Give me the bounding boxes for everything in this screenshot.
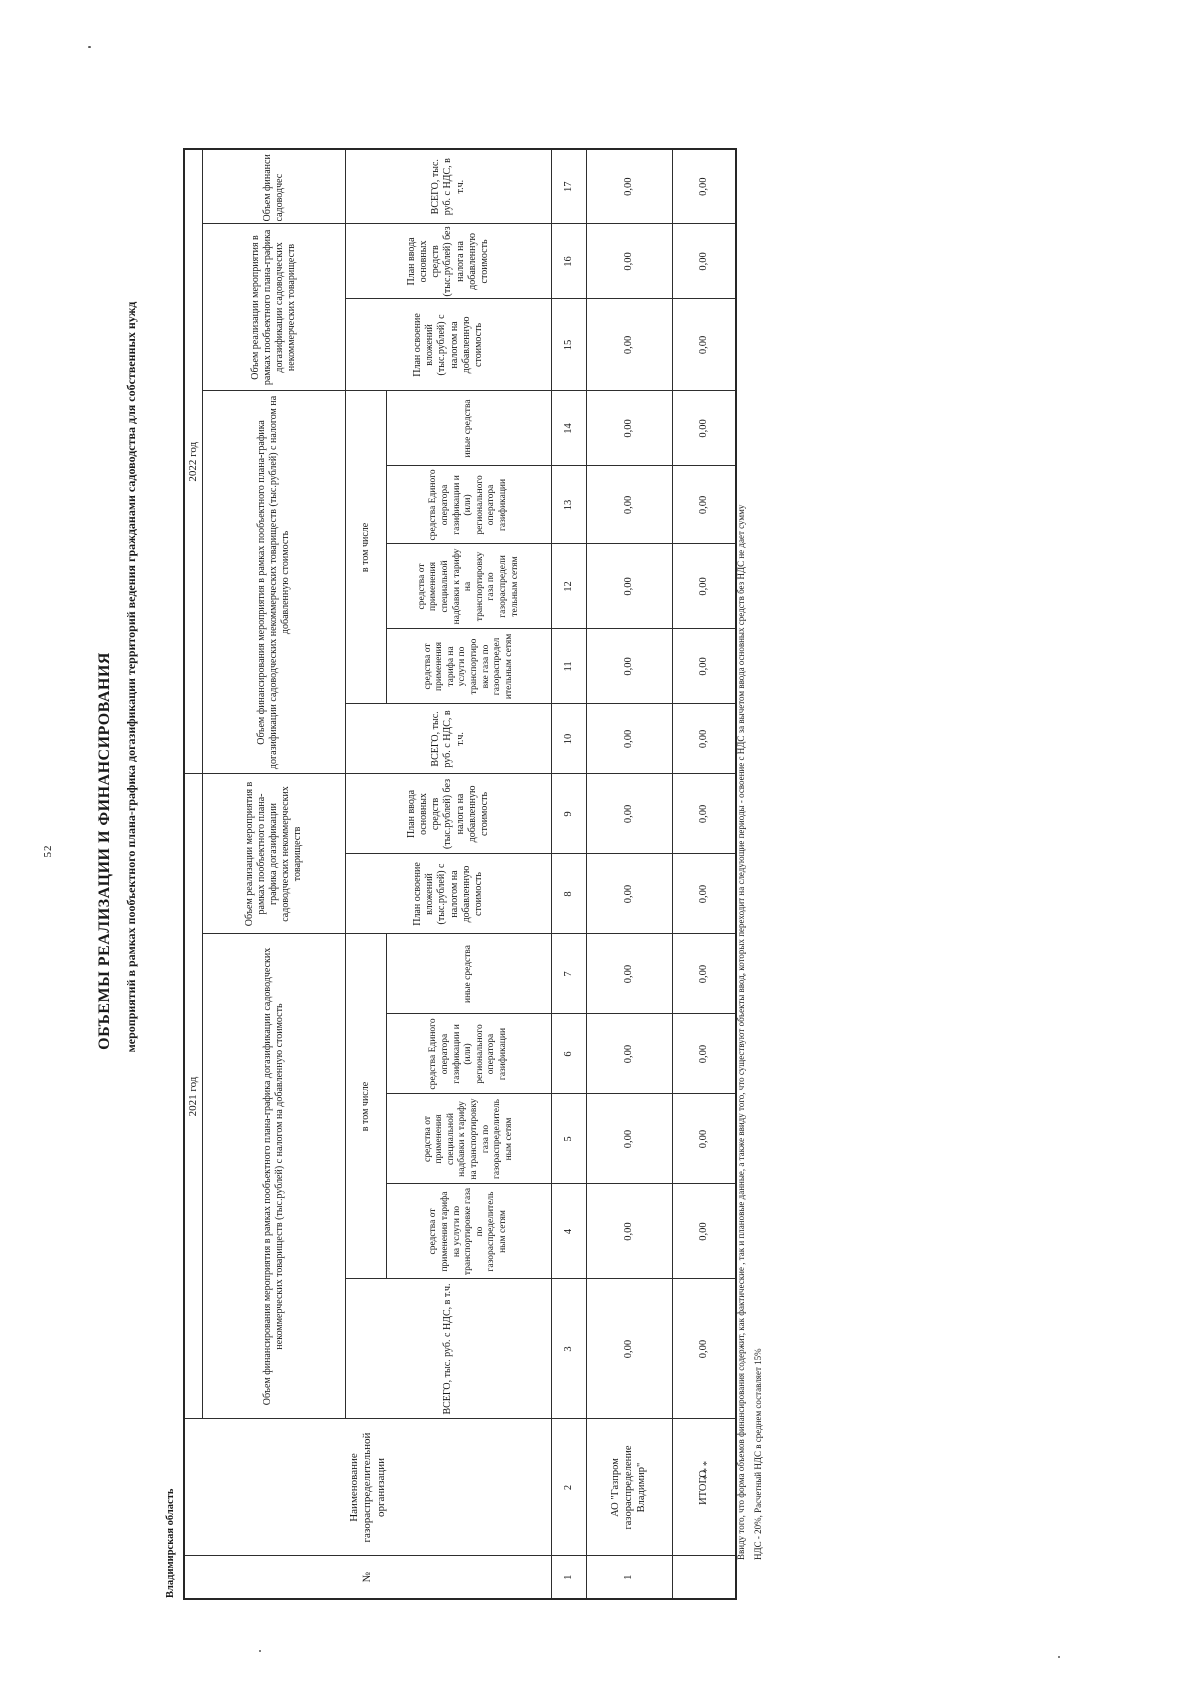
cut-off-header-line-2: садоводчес: [274, 173, 285, 222]
realization-2022-group-header: Объем реализации мероприятия в рамках пообъектного плана-графика догазификации садоводческих некоммерческих товариществ: [203, 224, 346, 391]
value-cell: 0,00: [587, 1184, 673, 1279]
col8-plan-osvoenie-header: План освоение вложений (тыс.рублей) с налогом на добавленную стоимость: [346, 854, 552, 934]
total-value-cell: 0,00: [673, 149, 737, 224]
cut-off-header-line-1: Объем финанси: [261, 154, 273, 222]
col11-tariff-header: средства от применения тарифа на услуги по транспортиро вке газа по газораспредел ительным сетям: [387, 629, 552, 704]
scan-speckle: [88, 46, 91, 48]
footnote-line-2: НДС - 20%, Расчетный НДС в среднем составляет 15%: [753, 1348, 763, 1560]
col-number: 6: [552, 1014, 587, 1094]
org-name-cell: АО "Газпром газораспределение Владимир": [587, 1419, 673, 1556]
financing-2022-group-header: Объем финансирования мероприятия в рамках пообъектного плана-графика догазификации садоводческих некоммерческих товариществ (тыс.рублей) с налогом на добавленную стоимость: [203, 391, 346, 774]
total-value-cell: 0,00: [673, 466, 737, 544]
total-value-cell: 0,00: [673, 1094, 737, 1184]
col12-surcharge-header: средства от применения специальной надбавки к тарифу на транспортировку газа по газораспредели тельным сетям: [387, 544, 552, 629]
org-name-column-header: Наименование газораспределительной организации: [184, 1419, 552, 1556]
col-number: 16: [552, 224, 587, 299]
cut-off-group-header: [203, 149, 346, 224]
column-number-row: [552, 149, 587, 1599]
total-value-cell: 0,00: [673, 934, 737, 1014]
value-cell: 0,00: [587, 391, 673, 466]
col-number: 2: [552, 1419, 587, 1556]
region-label: Владимирская область: [165, 1488, 176, 1598]
col15-plan-osvoenie-header: План освоение вложений (тыс.рублей) с налогом на добавленную стоимость: [346, 299, 552, 391]
col-number: 3: [552, 1279, 587, 1419]
value-cell: 0,00: [587, 934, 673, 1014]
col13-operator-header: средства Единого оператора газификации и (или) регионального оператора газификации: [387, 466, 552, 544]
page-number: 52: [42, 844, 54, 858]
col-number: 1: [552, 1556, 587, 1599]
total-value-cell: 0,00: [673, 774, 737, 854]
total-value-cell: 0,00: [673, 629, 737, 704]
total-row-number-cell: [673, 1556, 737, 1599]
value-cell: 0,00: [587, 854, 673, 934]
col-number: 9: [552, 774, 587, 854]
year-2021-header: 2021 год: [184, 774, 203, 1419]
col3-total-header: ВСЕГО, тыс. руб. с НДС, в т.ч.: [346, 1279, 552, 1419]
col4-tariff-header: средства от применения тарифа на услуги по транспортировке газа по газораспределитель ным сетям: [387, 1184, 552, 1279]
value-cell: 0,00: [587, 466, 673, 544]
value-cell: 0,00: [587, 224, 673, 299]
year-2022-header: 2022 год: [184, 149, 203, 774]
num-column-header: №: [184, 1556, 552, 1599]
total-value-cell: 0,00: [673, 854, 737, 934]
value-cell: 0,00: [587, 544, 673, 629]
value-cell: 0,00: [587, 629, 673, 704]
col16-plan-vvod-header: План ввода основных средств (тыс.рублей) без налога на добавленную стоимость: [346, 224, 552, 299]
col5-surcharge-header: средства от применения специальной надбавки к тарифу на транспортировку газа по газораспределитель ным сетям: [387, 1094, 552, 1184]
financing-2021-group-header: Объем финансирования мероприятия в рамках пообъектного плана-графика догазификации садоводческих некоммерческих товариществ (тыс.рублей) с налогом на добавленную стоимость: [203, 934, 346, 1419]
col7-other-funds-header: иные средства: [387, 934, 552, 1014]
total-value-cell: 0,00: [673, 1014, 737, 1094]
col-number: 14: [552, 391, 587, 466]
col17-total-header: ВСЕГО, тыс. руб. с НДС, в т.ч.: [346, 149, 552, 224]
col-number: 11: [552, 629, 587, 704]
col-number: 12: [552, 544, 587, 629]
col9-plan-vvod-header: План ввода основных средств (тыс.рублей) без налога на добавленную стоимость: [346, 774, 552, 854]
total-row: [673, 149, 737, 1599]
footnote-line-1: Ввиду того, что форма объемов финансирования содержит, как фактические , так и плановые данные, а также ввиду того, что существуют объекты ввод, которых переходит на следующие периоды - освоение с НДС за вычетом ввода основных средств без НДС не дает сумму: [736, 504, 746, 1560]
in-total-2022-header: в том числе: [346, 391, 387, 704]
col6-operator-header: средства Единого оператора газификации и (или) регионального оператора газификации: [387, 1014, 552, 1094]
value-cell: 0,00: [587, 299, 673, 391]
total-value-cell: 0,00: [673, 544, 737, 629]
col-number: 13: [552, 466, 587, 544]
total-value-cell: 0,00: [673, 224, 737, 299]
value-cell: 0,00: [587, 1279, 673, 1419]
in-total-2021-header: в том числе: [346, 934, 387, 1279]
total-value-cell: 0,00: [673, 299, 737, 391]
total-value-cell: 0,00: [673, 1184, 737, 1279]
value-cell: 0,00: [587, 704, 673, 774]
table-row: [587, 149, 673, 1599]
total-value-cell: 0,00: [673, 391, 737, 466]
col14-other-funds-header: иные средства: [387, 391, 552, 466]
total-value-cell: 0,00: [673, 1279, 737, 1419]
total-row-label: ИТОГО: [673, 1419, 737, 1556]
doc-subtitle: мероприятий в рамках пообъектного плана-графика догазификации территорий ведения гражданами садоводства для собственных нужд: [124, 301, 138, 1053]
group-header-row: [203, 149, 346, 1599]
col10-total-header: ВСЕГО, тыс. руб. с НДС, в т.ч.: [346, 704, 552, 774]
col-number: 8: [552, 854, 587, 934]
value-cell: 0,00: [587, 774, 673, 854]
scan-speckle: [1058, 1656, 1060, 1658]
col-number: 7: [552, 934, 587, 1014]
value-cell: 0,00: [587, 149, 673, 224]
col-number: 5: [552, 1094, 587, 1184]
doc-title: ОБЪЕМЫ РЕАЛИЗАЦИИ И ФИНАНСИРОВАНИЯ: [96, 652, 113, 1050]
value-cell: 0,00: [587, 1014, 673, 1094]
finance-table: [183, 148, 737, 1600]
col-number: 10: [552, 704, 587, 774]
year-header-row: [184, 149, 203, 1599]
value-cell: 0,00: [587, 1094, 673, 1184]
footnote-marker: ***: [702, 1459, 713, 1480]
in-total-row: [346, 149, 387, 1599]
row-number-cell: 1: [587, 1556, 673, 1599]
col-number: 4: [552, 1184, 587, 1279]
scan-speckle: [259, 1650, 261, 1652]
col-number: 17: [552, 149, 587, 224]
col-number: 15: [552, 299, 587, 391]
realization-2021-group-header: Объем реализации мероприятия в рамках пообъектного плана-графика догазификации садоводческих некоммерческих товариществ: [203, 774, 346, 934]
total-value-cell: 0,00: [673, 704, 737, 774]
